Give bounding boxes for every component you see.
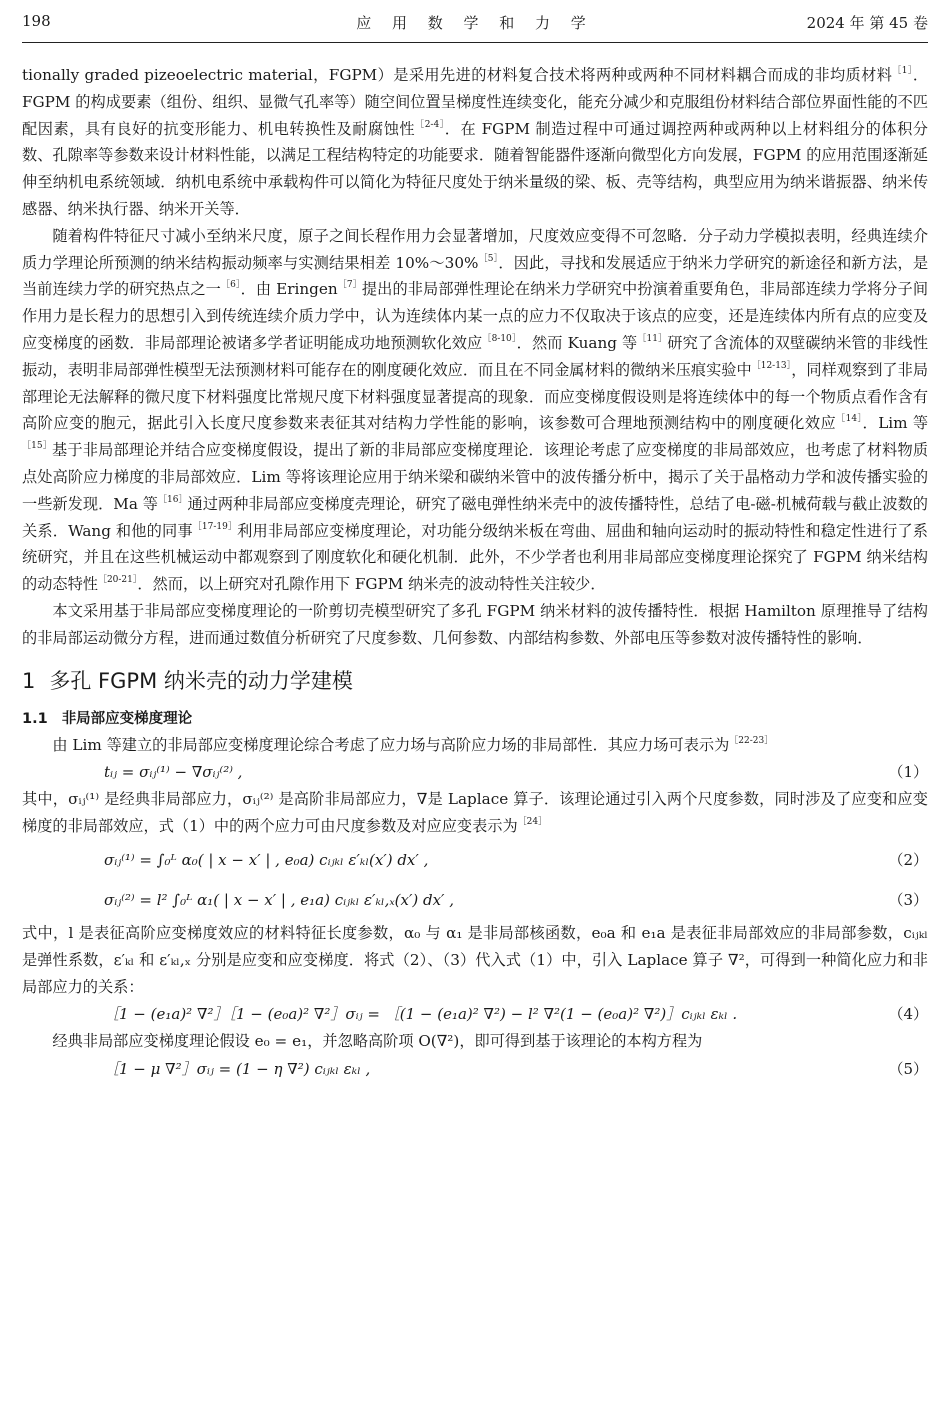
equation-number: （3） [888, 890, 928, 909]
equation-4: ［1 − (e₁a)² ∇²］［1 − (e₀a)² ∇²］σᵢⱼ = ［(1 − (e₁a)² ∇²) − l² ∇²(1 − (e₀a)² ∇²)］cᵢⱼₖₗ εₖₗ . （4） [22, 1000, 928, 1028]
equation-number: （5） [888, 1060, 928, 1079]
subsection-heading: 1.1 非局部应变梯度理论 [22, 710, 193, 727]
citation: ［20-21］ [97, 575, 138, 586]
page-number: 198 [22, 12, 51, 30]
paragraph-background: 随着构件特征尺寸减小至纳米尺度，原子之间长程作用力会显著增加，尺度效应变得不可忽略．分子动力学模拟表明，经典连续介质力学理论所预测的纳米结构振动频率与实测结果相差 10%～30%$^{[5]}$．因此，寻找和发展适应于纳米力学研究的新途径和新方法，是当前连续力学的研究热点之一$^{[6]}$．由 Eringen$^{[7]}$提出的非局部弹性理论在纳米力学研究中扮演着重要角色，非局部连续力学将分子间作用力是长程力的思想引入到传统连续介质力学中，认为连续体内某一点的应力不仅取决于该点的应变，还是连续体内所有点的应变及应变梯度的函数．非局部理论被诸多学者证明能成功地预测软化效应$^{[8-10]}$．然而 Kuang 等$^{[11]}$研究了含流体的双壁碳纳米管的非线性振动，表明非局部弹性模型无法预测材料可能存在的刚度硬化效应．而且在不同金属材料的微纳米压痕实验中$^{[12-13]}$，同样观察到了非局部理论无法解释的微尺度下材料强度比常规尺度下材料强度显著提高的现象．而应变梯度假设则是将连续体中的每一个物质点看作含有高阶应变的胞元，据此引入长度尺度参数来表征其对结构力学性能的影响，该参数可合理地预测结构中的刚度硬化效应$^{[14]}$．Lim 等$^{[15]}$基于非局部理论并结合应变梯度假设，提出了新的非局部应变梯度理论．该理论考虑了应变梯度的非局部效应，也考虑了材料物质点处高阶应力梯度的非局部效应．Lim 等将该理论应用于纳米梁和碳纳米管中的波传播分析中，揭示了关于晶格动力学和波传播实验的一些新发现．Ma 等$^{[16]}$通过两种非局部应变梯度壳理论，研究了磁电弹性纳米壳中的波传播特性，总结了电-磁-机械荷载与截止波数的关系．Wang 和他的同事$^{[17-19]}$利用非局部应变梯度理论，对功能分级纳米板在弯曲、屈曲和轴向运动时的振动特性和稳定性进行了系统研究，并且在这些机械运动中都观察到了刚度软化和硬化机制．此外，不少学者也利用非局部应变梯度理论探究了 FGPM 纳米结构的动态特性$^{[20-21]}$．然而，以上研究对孔隙作用下 FGPM 纳米壳的波动特性关注较少． [22, 226, 929, 594]
journal-title: 应 用 数 学 和 力 学 [356, 14, 594, 32]
citation: ［1］ [892, 66, 913, 76]
section-heading: 1 多孔 FGPM 纳米壳的动力学建模 [22, 668, 353, 693]
citation: ［5］ [478, 253, 499, 264]
citation: ［24］ [517, 817, 548, 828]
citation: ［15］ [22, 441, 53, 452]
equation-2: σᵢⱼ⁽¹⁾ = ∫₀ᴸ α₀( | x − x′ | , e₀a) cᵢⱼₖₗ ε′ₖₗ(x′) dx′ , （2） [22, 840, 928, 880]
citation: ［16］ [157, 494, 188, 505]
paragraph-after-eq4: 经典非局部应变梯度理论假设 e₀ = e₁，并忽略高阶项 O(∇²)，即可得到基于该理论的本构方程为 [52, 1032, 703, 1051]
paragraph-scope: 本文采用基于非局部应变梯度理论的一阶剪切壳模型研究了多孔 FGPM 纳米材料的波传播特性．根据 Hamilton 原理推导了结构的非局部运动微分方程，进而通过数值分析研究了尺度参数、几何参数、内部结构参数、外部电压等参数对波传播特性的影响． [22, 601, 928, 647]
equation-number: （1） [888, 763, 928, 782]
equation-1: tᵢⱼ = σᵢⱼ⁽¹⁾ − ∇σᵢⱼ⁽²⁾ , （1） [22, 758, 928, 786]
paragraph-after-eq1: 其中，σᵢⱼ⁽¹⁾ 是经典非局部应力，σᵢⱼ⁽²⁾ 是高阶非局部应力，∇是 Laplace 算子．该理论通过引入两个尺度参数，同时涉及了应变和应变梯度的非局部效应，式（1）中的两个应力可由尺度参数及对应应变表示为$^{[24]}$ [22, 790, 928, 836]
citation: ［12-13］ [751, 360, 792, 371]
citation: ［7］ [337, 280, 362, 291]
citation: ［11］ [637, 333, 668, 344]
header-rule [22, 42, 928, 43]
citation: ［2-4］ [415, 119, 445, 130]
page-header [22, 12, 928, 34]
article-body [22, 62, 928, 1083]
equation-number: （4） [888, 1005, 928, 1024]
equation-3: σᵢⱼ⁽²⁾ = l² ∫₀ᴸ α₁( | x − x′ | , e₁a) cᵢⱼₖₗ ε′ₖₗ,ₓ(x′) dx′ , （3） [22, 880, 928, 920]
citation: ［8-10］ [482, 333, 517, 344]
equation-5: ［1 − μ ∇²］σᵢⱼ = (1 − η ∇²) cᵢⱼₖₗ εₖₗ , （5） [22, 1055, 928, 1083]
paragraph-theory-intro: 由 Lim 等建立的非局部应变梯度理论综合考虑了应力场与高阶应力场的非局部性．其应力场可表示为$^{[22-23]}$ [52, 735, 774, 754]
equation-number: （2） [888, 850, 928, 869]
paragraph-after-eq3: 式中，l 是表征高阶应变梯度效应的材料特征长度参数，α₀ 与 α₁ 是非局部核函数，e₀a 和 e₁a 是表征非局部效应的非局部参数，cᵢⱼₖₗ 是弹性系数，ε′ₖₗ 和 ε′ₖₗ,ₓ 分别是应变和应变梯度．将式（2）、（3）代入式（1）中，引入 Laplace 算子 ∇²，可得到一种简化应力和非局部应力的关系： [22, 923, 928, 996]
citation: ［14］ [836, 414, 863, 425]
paragraph-intro: tionally graded pizeoelectric material，FGPM）是采用先进的材料复合技术将两种或两种不同材料耦合而成的非均质材料$^{[1]}$．FGPM 的构成要素（组份、组织、显微气孔率等）随空间位置呈梯度性连续变化，能充分减少和克服组份材料结合部位界面性能的不匹配因素，具有良好的抗变形能力、机电转换性及耐腐蚀性$^{[2-4]}$．在 FGPM 制造过程中可通过调控两种或两种以上材料组分的体积分数、孔隙率等参数来设计材料性能，以满足工程结构特定的功能要求．随着智能器件逐渐向微型化方向发展，FGPM 的应用范围逐渐延伸至纳机电系统领域．纳机电系统中承载构件可以简化为特征尺度处于纳米量级的梁、板、壳等结构，典型应用为纳米谐振器、纳米传感器、纳米执行器、纳米开关等． [22, 66, 929, 218]
citation: ［22-23］ [729, 735, 774, 746]
citation: ［6］ [220, 280, 241, 291]
volume-info: 2024 年 第 45 卷 [806, 14, 928, 32]
citation: ［17-19］ [192, 521, 238, 532]
